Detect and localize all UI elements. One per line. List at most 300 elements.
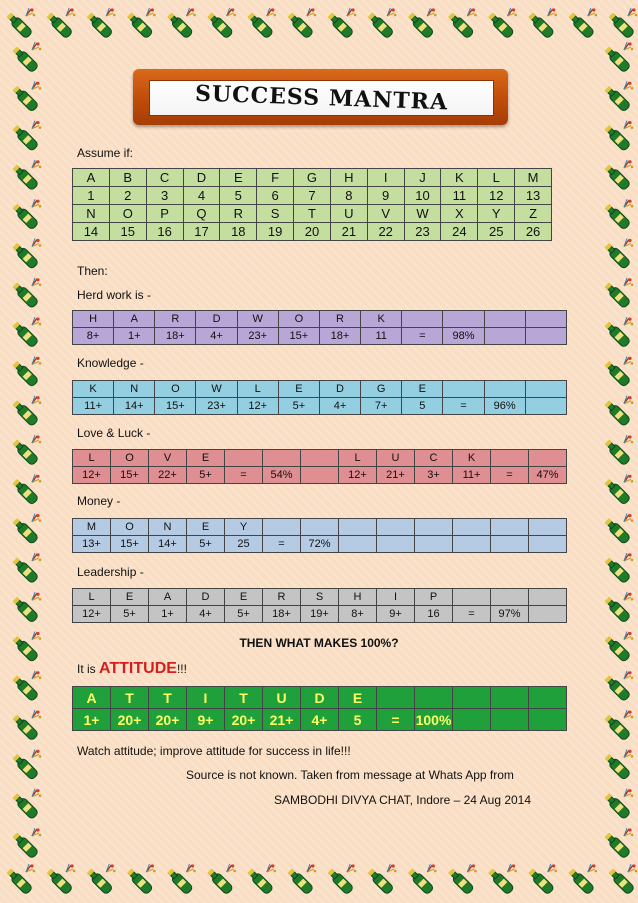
table-cell: 47% [529, 467, 567, 484]
table-cell: 21+ [377, 467, 415, 484]
table-cell: 5 [402, 398, 443, 415]
hardwork-label: Herd work is - [77, 288, 152, 302]
leadership-letters-row [73, 589, 567, 606]
champagne-bottle-icon [603, 239, 633, 270]
champagne-bottle-icon [126, 8, 156, 39]
question-heading: THEN WHAT MAKES 100%? [239, 636, 399, 650]
champagne-bottle-icon [603, 199, 633, 230]
table-cell: S [301, 589, 339, 606]
table-cell: I [377, 589, 415, 606]
table-cell [301, 467, 339, 484]
champagne-bottle-icon [11, 749, 41, 780]
table-cell: 22+ [149, 467, 187, 484]
table-cell: = [263, 536, 301, 553]
table-cell: 18 [220, 223, 257, 241]
attitude-prefix: It is [77, 662, 100, 676]
champagne-bottle-icon [603, 553, 633, 584]
attitude-table [72, 686, 567, 731]
champagne-bottle-icon [11, 671, 41, 702]
table-cell: S [257, 205, 294, 223]
table-cell: 4+ [319, 398, 360, 415]
table-cell: 25 [225, 536, 263, 553]
table-cell: A [149, 589, 187, 606]
champagne-bottle-icon [11, 828, 41, 859]
champagne-bottle-icon [11, 474, 41, 505]
leadership-label: Leadership - [77, 565, 144, 579]
table-cell: = [443, 398, 484, 415]
table-cell: L [73, 450, 111, 467]
alphabet-row-numbers-14-26 [73, 223, 552, 241]
alphabet-row-numbers-1-13 [73, 187, 552, 205]
knowledge-table [72, 380, 567, 415]
intro-label: Assume if: [77, 146, 134, 160]
table-cell: U [330, 205, 367, 223]
table-cell: 10 [404, 187, 441, 205]
table-cell: O [155, 381, 196, 398]
table-cell [491, 687, 529, 709]
champagne-bottle-icon [166, 864, 196, 895]
table-cell: A [73, 169, 110, 187]
top-border [0, 6, 638, 42]
table-cell: 4+ [196, 328, 237, 345]
table-cell [263, 450, 301, 467]
champagne-bottle-icon [11, 592, 41, 623]
champagne-bottle-icon [607, 8, 637, 39]
champagne-bottle-icon [5, 864, 35, 895]
table-cell: 11+ [453, 467, 491, 484]
table-cell [377, 536, 415, 553]
champagne-bottle-icon [407, 8, 437, 39]
table-cell: 20+ [225, 709, 263, 731]
loveluck-label: Love & Luck - [77, 426, 151, 440]
table-cell: 14 [73, 223, 110, 241]
table-cell [443, 311, 484, 328]
champagne-bottle-icon [487, 864, 517, 895]
table-cell [263, 519, 301, 536]
table-cell: 19 [257, 223, 294, 241]
champagne-bottle-icon [11, 81, 41, 112]
table-cell: = [402, 328, 443, 345]
champagne-bottle-icon [11, 789, 41, 820]
table-cell: L [237, 381, 278, 398]
champagne-bottle-icon [45, 8, 75, 39]
table-cell: H [73, 311, 114, 328]
table-cell: E [111, 589, 149, 606]
champagne-bottle-icon [603, 789, 633, 820]
table-cell: 18+ [263, 606, 301, 623]
table-cell: H [330, 169, 367, 187]
border-bottles [0, 6, 638, 42]
champagne-bottle-icon [11, 121, 41, 152]
table-cell: K [361, 311, 402, 328]
champagne-bottle-icon [603, 749, 633, 780]
table-cell: 18+ [155, 328, 196, 345]
table-cell: K [441, 169, 478, 187]
table-cell: 5+ [187, 536, 225, 553]
champagne-bottle-icon [206, 8, 236, 39]
alphabet-table [72, 168, 552, 241]
table-cell: 7 [294, 187, 331, 205]
advice-text: Watch attitude; improve attitude for success in life!!! [77, 744, 351, 758]
then-label: Then: [77, 264, 108, 278]
table-cell: 15+ [111, 536, 149, 553]
table-cell: L [73, 589, 111, 606]
table-cell: 14+ [114, 398, 155, 415]
table-cell: 3 [146, 187, 183, 205]
money-letters-row [73, 519, 567, 536]
money-label: Money - [77, 494, 121, 508]
table-cell: H [339, 589, 377, 606]
table-cell [415, 519, 453, 536]
attitude-suffix: !!! [176, 662, 187, 676]
table-cell: 18+ [319, 328, 360, 345]
table-cell: O [111, 519, 149, 536]
table-cell: D [187, 589, 225, 606]
table-cell: D [301, 687, 339, 709]
champagne-bottle-icon [527, 8, 557, 39]
table-cell: 4+ [187, 606, 225, 623]
table-cell: 5+ [278, 398, 319, 415]
table-cell [529, 536, 567, 553]
leadership-numbers-row [73, 606, 567, 623]
table-cell [377, 687, 415, 709]
table-cell: 15+ [278, 328, 319, 345]
champagne-bottle-icon [366, 864, 396, 895]
champagne-bottle-icon [5, 8, 35, 39]
table-cell: R [220, 205, 257, 223]
table-cell: 1+ [114, 328, 155, 345]
table-cell [529, 606, 567, 623]
table-cell: Y [478, 205, 515, 223]
table-cell: 23+ [196, 398, 237, 415]
money-table [72, 518, 567, 553]
table-cell [301, 519, 339, 536]
table-cell: N [149, 519, 187, 536]
table-cell: 11+ [73, 398, 114, 415]
table-cell: E [187, 519, 225, 536]
loveluck-letters-row [73, 450, 567, 467]
table-cell: 1+ [73, 709, 111, 731]
table-cell: T [111, 687, 149, 709]
table-cell: = [453, 606, 491, 623]
knowledge-label: Knowledge - [77, 356, 144, 370]
alphabet-row-letters-n-z [73, 205, 552, 223]
champagne-bottle-icon [603, 121, 633, 152]
champagne-bottle-icon [11, 42, 41, 73]
table-cell: 5+ [111, 606, 149, 623]
table-cell: 12+ [339, 467, 377, 484]
table-cell [415, 536, 453, 553]
champagne-bottle-icon [11, 396, 41, 427]
table-cell: 100% [415, 709, 453, 731]
table-cell [525, 381, 566, 398]
table-cell: 13+ [73, 536, 111, 553]
table-cell [402, 311, 443, 328]
champagne-bottle-icon [447, 8, 477, 39]
table-cell: 4+ [301, 709, 339, 731]
table-cell: 14+ [149, 536, 187, 553]
champagne-bottle-icon [603, 592, 633, 623]
table-cell [484, 328, 525, 345]
champagne-bottle-icon [11, 239, 41, 270]
table-cell: 98% [443, 328, 484, 345]
table-cell: D [319, 381, 360, 398]
table-cell [491, 536, 529, 553]
table-cell: R [155, 311, 196, 328]
champagne-bottle-icon [603, 317, 633, 348]
table-cell: 19+ [301, 606, 339, 623]
champagne-bottle-icon [166, 8, 196, 39]
table-cell [453, 536, 491, 553]
table-cell: M [515, 169, 552, 187]
table-cell: C [415, 450, 453, 467]
attitude-numbers-row [73, 709, 567, 731]
table-cell: F [257, 169, 294, 187]
table-cell: = [225, 467, 263, 484]
loveluck-table [72, 449, 567, 484]
champagne-bottle-icon [603, 160, 633, 191]
table-cell [529, 519, 567, 536]
table-cell: X [441, 205, 478, 223]
table-cell: E [278, 381, 319, 398]
source-text: Source is not known. Taken from message at Whats App from [186, 768, 514, 782]
table-cell [339, 536, 377, 553]
table-cell [529, 687, 567, 709]
table-cell: 15 [109, 223, 146, 241]
table-cell: 5+ [225, 606, 263, 623]
table-cell: 12+ [237, 398, 278, 415]
table-cell: A [73, 687, 111, 709]
table-cell: 9+ [377, 606, 415, 623]
table-cell: 8+ [73, 328, 114, 345]
table-cell: 25 [478, 223, 515, 241]
alphabet-row-letters-a-m [73, 169, 552, 187]
champagne-bottle-icon [603, 474, 633, 505]
table-cell: 3+ [415, 467, 453, 484]
table-cell: 7+ [361, 398, 402, 415]
table-cell: V [149, 450, 187, 467]
champagne-bottle-icon [286, 8, 316, 39]
table-cell [225, 450, 263, 467]
table-cell: E [339, 687, 377, 709]
table-cell: 12 [478, 187, 515, 205]
table-cell: O [111, 450, 149, 467]
table-cell: C [146, 169, 183, 187]
table-cell: O [109, 205, 146, 223]
table-cell: 97% [491, 606, 529, 623]
table-cell: 6 [257, 187, 294, 205]
table-cell: T [294, 205, 331, 223]
table-cell: K [453, 450, 491, 467]
loveluck-numbers-row [73, 467, 567, 484]
table-cell: R [319, 311, 360, 328]
table-cell: I [187, 687, 225, 709]
champagne-bottle-icon [487, 8, 517, 39]
champagne-bottle-icon [11, 514, 41, 545]
table-cell: = [491, 467, 529, 484]
table-cell [301, 450, 339, 467]
right-border [598, 40, 634, 862]
table-cell: G [294, 169, 331, 187]
champagne-bottle-icon [603, 396, 633, 427]
table-cell: 21 [330, 223, 367, 241]
champagne-bottle-icon [603, 42, 633, 73]
table-cell: 96% [484, 398, 525, 415]
champagne-bottle-icon [527, 864, 557, 895]
table-cell: P [415, 589, 453, 606]
table-cell: 12+ [73, 606, 111, 623]
table-cell: 8 [330, 187, 367, 205]
table-cell: Q [183, 205, 220, 223]
table-cell: Z [515, 205, 552, 223]
table-cell: 23+ [237, 328, 278, 345]
table-cell: K [73, 381, 114, 398]
table-cell: 22 [367, 223, 404, 241]
table-cell: T [225, 687, 263, 709]
table-cell [484, 311, 525, 328]
table-cell [453, 687, 491, 709]
champagne-bottle-icon [11, 553, 41, 584]
champagne-bottle-icon [407, 864, 437, 895]
table-cell: 21+ [263, 709, 301, 731]
champagne-bottle-icon [11, 710, 41, 741]
table-cell: 13 [515, 187, 552, 205]
table-cell: I [367, 169, 404, 187]
champagne-bottle-icon [366, 8, 396, 39]
border-bottles [598, 40, 634, 862]
table-cell: 16 [415, 606, 453, 623]
table-cell: 15+ [155, 398, 196, 415]
hardwork-table [72, 310, 567, 345]
attitude-word: ATTITUDE [99, 660, 177, 677]
table-cell: L [478, 169, 515, 187]
table-cell: 9 [367, 187, 404, 205]
table-cell: W [237, 311, 278, 328]
table-cell: 11 [441, 187, 478, 205]
table-cell: 1+ [149, 606, 187, 623]
champagne-bottle-icon [603, 710, 633, 741]
table-cell [525, 311, 566, 328]
money-numbers-row [73, 536, 567, 553]
table-cell: V [367, 205, 404, 223]
champagne-bottle-icon [45, 864, 75, 895]
table-cell [529, 589, 567, 606]
table-cell [529, 450, 567, 467]
champagne-bottle-icon [11, 435, 41, 466]
border-bottles [0, 862, 638, 898]
table-cell [443, 381, 484, 398]
table-cell: D [183, 169, 220, 187]
table-cell: 4 [183, 187, 220, 205]
table-cell: M [73, 519, 111, 536]
table-cell: 2 [109, 187, 146, 205]
table-cell [484, 381, 525, 398]
table-cell: U [263, 687, 301, 709]
hardwork-letters-row [73, 311, 567, 328]
champagne-bottle-icon [607, 864, 637, 895]
title-plate [149, 80, 494, 116]
champagne-bottle-icon [126, 864, 156, 895]
table-cell: 12+ [73, 467, 111, 484]
table-cell [377, 519, 415, 536]
champagne-bottle-icon [206, 864, 236, 895]
hardwork-numbers-row [73, 328, 567, 345]
table-cell: 1 [73, 187, 110, 205]
table-cell: D [196, 311, 237, 328]
table-cell [453, 589, 491, 606]
table-cell [525, 328, 566, 345]
champagne-bottle-icon [603, 435, 633, 466]
table-cell: 24 [441, 223, 478, 241]
champagne-bottle-icon [326, 864, 356, 895]
table-cell: E [220, 169, 257, 187]
table-cell: 17 [183, 223, 220, 241]
champagne-bottle-icon [246, 8, 276, 39]
table-cell [415, 687, 453, 709]
champagne-bottle-icon [86, 8, 116, 39]
table-cell: 5 [220, 187, 257, 205]
table-cell: L [339, 450, 377, 467]
champagne-bottle-icon [603, 514, 633, 545]
champagne-bottle-icon [603, 278, 633, 309]
table-cell: Y [225, 519, 263, 536]
table-cell [525, 398, 566, 415]
table-cell: N [114, 381, 155, 398]
table-cell: O [278, 311, 319, 328]
table-cell: 20 [294, 223, 331, 241]
table-cell: 23 [404, 223, 441, 241]
table-cell [453, 709, 491, 731]
champagne-bottle-icon [603, 81, 633, 112]
table-cell [491, 709, 529, 731]
champagne-bottle-icon [286, 864, 316, 895]
champagne-bottle-icon [11, 317, 41, 348]
table-cell: R [263, 589, 301, 606]
knowledge-numbers-row [73, 398, 567, 415]
table-cell: = [377, 709, 415, 731]
champagne-bottle-icon [447, 864, 477, 895]
table-cell: U [377, 450, 415, 467]
table-cell: J [404, 169, 441, 187]
credit-text: SAMBODHI DIVYA CHAT, Indore – 24 Aug 2014 [274, 793, 532, 807]
champagne-bottle-icon [86, 864, 116, 895]
champagne-bottle-icon [246, 864, 276, 895]
page-title: SUCCESS MANTRA [194, 80, 449, 116]
attitude-line [77, 660, 187, 678]
table-cell: A [114, 311, 155, 328]
table-cell: P [146, 205, 183, 223]
table-cell: T [149, 687, 187, 709]
table-cell: 72% [301, 536, 339, 553]
champagne-bottle-icon [326, 8, 356, 39]
table-cell: W [196, 381, 237, 398]
table-cell: 26 [515, 223, 552, 241]
table-cell [339, 519, 377, 536]
table-cell: 8+ [339, 606, 377, 623]
knowledge-letters-row [73, 381, 567, 398]
attitude-letters-row [73, 687, 567, 709]
table-cell: N [73, 205, 110, 223]
champagne-bottle-icon [567, 864, 597, 895]
table-cell: 54% [263, 467, 301, 484]
table-cell: 16 [146, 223, 183, 241]
table-cell: 20+ [149, 709, 187, 731]
champagne-bottle-icon [603, 356, 633, 387]
table-cell [491, 589, 529, 606]
table-cell: 11 [361, 328, 402, 345]
table-cell: 15+ [111, 467, 149, 484]
table-cell [491, 519, 529, 536]
